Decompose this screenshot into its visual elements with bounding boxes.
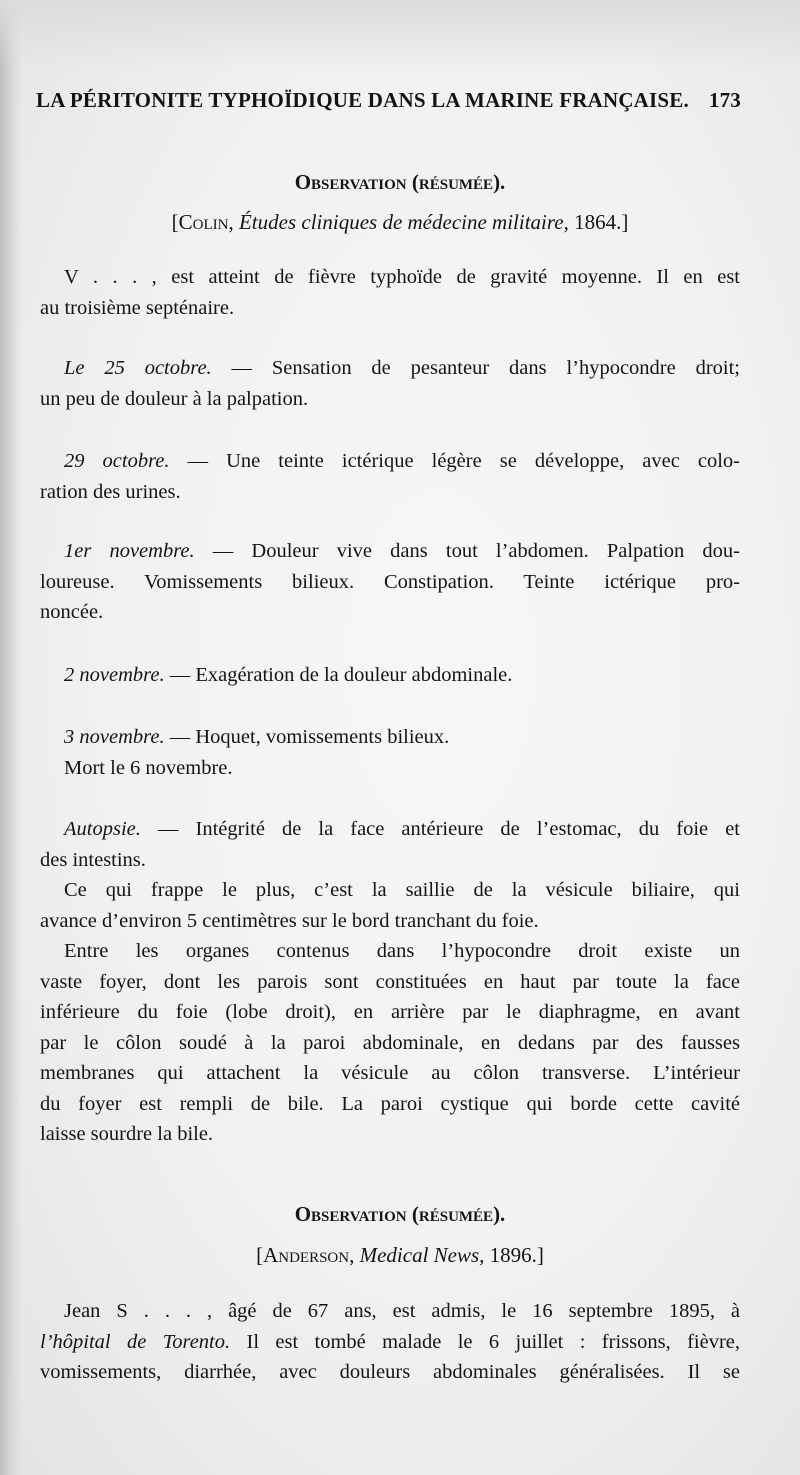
paragraph-jean-s [40, 1296, 740, 1388]
observation-1-heading: Observation (résumée). [294, 170, 506, 194]
place-label: l’hôpital de Torento. [40, 1330, 231, 1353]
text-line [40, 660, 740, 691]
text-line: Jean S . . . , âgé de 67 ans, est admis, le 16 septembre 1895, à [64, 1300, 740, 1322]
date-label: 2 novembre. [64, 664, 165, 686]
citation-author: Anderson, [263, 1243, 355, 1267]
text-line [40, 722, 740, 753]
paragraph-intro [40, 262, 740, 323]
text-segment: — Sensation de pesanteur dans l’hypocondre droit; [211, 357, 740, 379]
text-line: un peu de douleur à la palpation. [40, 387, 309, 410]
text-line: Mort le 6 novembre. [64, 756, 233, 779]
text-segment: — Une teinte ictérique légère se développe, avec colo- [169, 450, 740, 472]
text-line: avance d’environ 5 centimètres sur le bord tranchant du foie. [40, 909, 539, 932]
running-head [36, 88, 741, 113]
date-label: 29 octobre. [64, 450, 170, 472]
observation-2-citation [0, 1243, 800, 1268]
text-line: Entre les organes contenus dans l’hypocondre droit existe un [64, 940, 740, 962]
observation-2-heading: Observation (résumée). [294, 1202, 506, 1226]
text-line [40, 814, 740, 845]
citation-author: Colin, [178, 210, 234, 234]
text-segment: — Intégrité de la face antérieure de l’estomac, du foie et [140, 818, 740, 840]
paragraph-1er-novembre [40, 536, 740, 628]
text-line [40, 446, 740, 477]
text-line: laisse sourdre la bile. [40, 1123, 214, 1145]
text-line: loureuse. Vomissements bilieux. Constipation. Teinte ictérique pro- [40, 570, 740, 593]
citation-bracket: [ [171, 210, 179, 234]
citation-year: 1896.] [489, 1243, 544, 1267]
citation-work: Études cliniques de médecine militaire, [238, 210, 569, 234]
citation-work: Medical News, [359, 1243, 485, 1267]
text-line: vomissements, diarrhée, avec douleurs abdominales généralisées. Il se [40, 1361, 740, 1383]
text-line: membranes qui attachent la vésicule au côlon transverse. L’intérieur [40, 1062, 740, 1084]
citation-bracket: [ [256, 1243, 264, 1267]
text-line [40, 1327, 740, 1358]
text-segment: — Hoquet, vomissements bilieux. [164, 726, 450, 748]
text-line [40, 353, 740, 384]
text-line: V . . . , est atteint de fièvre typhoïde de gravité moyenne. Il en est [64, 266, 740, 288]
paragraph-autopsie [40, 814, 740, 1150]
citation-year: 1864.] [574, 210, 629, 234]
text-segment: Il est tombé malade le 6 juillet : frissons, fièvre, [230, 1330, 740, 1353]
text-line: des intestins. [40, 848, 146, 871]
text-line: vaste foyer, dont les parois sont constituées en haut par toute la face [40, 970, 740, 993]
observation-1-citation [0, 210, 800, 235]
text-line: par le côlon soudé à la paroi abdominale, en dedans par des fausses [40, 1031, 740, 1054]
paragraph-3-novembre [40, 722, 740, 783]
section-label: Autopsie. [64, 818, 141, 840]
text-line: au troisième septénaire. [40, 296, 235, 319]
date-label: 3 novembre. [64, 726, 165, 748]
running-head-title: LA PÉRITONITE TYPHOÏDIQUE DANS LA MARINE FRANÇAISE. [36, 88, 689, 112]
text-segment: — Douleur vive dans tout l’abdomen. Palpation dou- [194, 540, 740, 562]
paragraph-29-octobre [40, 446, 740, 507]
text-line: du foyer est rempli de bile. La paroi cystique qui borde cette cavité [40, 1092, 740, 1115]
text-line: ration des urines. [40, 480, 181, 503]
text-line [40, 536, 740, 567]
page-edge-shadow-top [0, 0, 800, 70]
paragraph-25-octobre [40, 353, 740, 414]
paragraph-2-novembre [40, 660, 740, 691]
text-segment: — Exagération de la douleur abdominale. [164, 664, 513, 686]
date-label: 1er novembre. [64, 540, 195, 562]
text-line: inférieure du foie (lobe droit), en arrière par le diaphragme, en avant [40, 1001, 740, 1023]
page-number: 173 [708, 88, 741, 112]
text-line: noncée. [40, 601, 104, 623]
date-label: Le 25 octobre. [64, 357, 212, 379]
text-line: Ce qui frappe le plus, c’est la saillie de la vésicule biliaire, qui [64, 879, 740, 901]
